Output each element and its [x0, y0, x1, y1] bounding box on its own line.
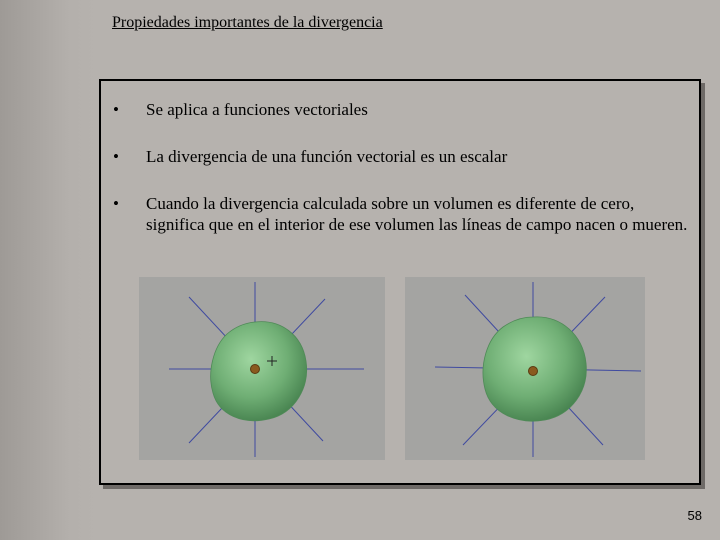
sphere-field-lines-image [139, 277, 385, 460]
slide-left-shadow [0, 0, 100, 540]
bullet-symbol: • [113, 147, 119, 166]
divergence-figure-left [139, 277, 385, 460]
bullet-symbol: • [113, 100, 119, 119]
bullet-symbol: • [113, 194, 119, 213]
bullet-list [113, 99, 688, 235]
bullet-text: La divergencia de una función vectorial es un escalar [146, 147, 508, 166]
bullet-item [113, 146, 688, 167]
bullet-text: Cuando la divergencia calculada sobre un volumen es diferente de cero, significa que en el interior de ese volumen las líneas de campo nacen o mueren. [146, 194, 688, 234]
content-frame [99, 79, 701, 485]
divergence-figure-right [405, 277, 645, 460]
center-dot [529, 367, 538, 376]
bullet-item [113, 193, 688, 235]
sphere-field-lines-image [405, 277, 645, 460]
bullet-item [113, 99, 688, 120]
page-number: 58 [687, 508, 702, 523]
bullet-text: Se aplica a funciones vectoriales [146, 100, 368, 119]
slide-title: Propiedades importantes de la divergencia [112, 14, 383, 31]
center-dot [251, 365, 260, 374]
